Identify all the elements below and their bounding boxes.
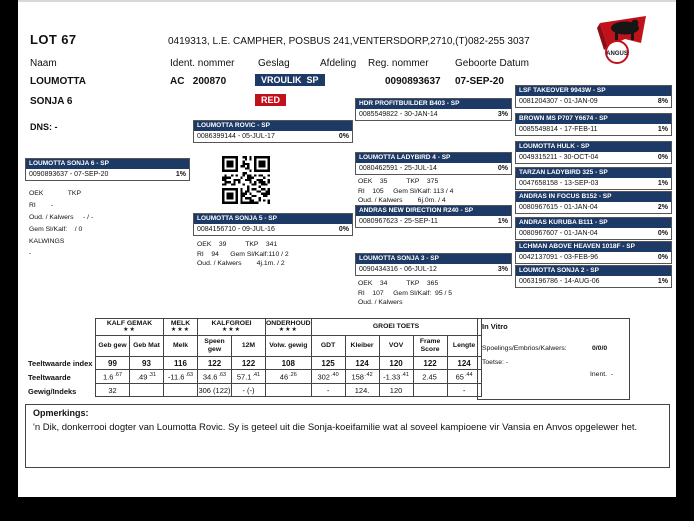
- lot-number: LOT 67: [30, 32, 77, 47]
- stat-line: RI -: [29, 202, 54, 209]
- animal-id: 0080967623 - 25-SEP-11: [359, 218, 438, 225]
- inbreeding-pct: 1%: [497, 218, 508, 225]
- star-rating: ★★★: [221, 327, 242, 334]
- ebv-value: 1.6: [102, 372, 114, 382]
- inbreeding-pct: 2%: [657, 204, 668, 211]
- breeder-address: 0419313, L.E. CAMPHER, POSBUS 241,VENTERSDORP,2710,(T)082-255 3037: [168, 36, 530, 47]
- trait-group-label: GROEI TOETS: [372, 323, 420, 331]
- stat-line: RI 105 Gem Sl/Kalf: 113 / 4: [358, 187, 454, 195]
- pedigree-box-ggp-3: [515, 167, 672, 190]
- star-rating: ★★: [123, 327, 136, 334]
- inbreeding-pct: 0%: [497, 165, 508, 172]
- weight-cell: -: [311, 384, 345, 397]
- spoelings-value: 0/0/0: [592, 345, 608, 352]
- trait-group-groei-toets: [311, 319, 481, 336]
- ebv-cell: [232, 370, 266, 384]
- stat-line: KALWINGS: [29, 238, 65, 245]
- ebv-value: 46: [279, 372, 289, 382]
- reg-value: 0090893637: [385, 76, 441, 87]
- star-rating: ★★★: [278, 327, 298, 334]
- ebv-value: -1.33: [383, 372, 401, 382]
- animal-id: 0085549814 - 17-FEB-11: [519, 126, 598, 133]
- ident-label: Ident. nommer: [170, 58, 235, 69]
- ebv-accuracy: .31: [148, 371, 157, 378]
- ebv-accuracy: .63: [218, 371, 227, 378]
- animal-name: HDR PROFITBUILDER B403 - SP: [356, 99, 511, 109]
- pedigree-box-ggp-2: [515, 141, 672, 164]
- animal-id: 0084156710 - 09-JUL-16: [197, 226, 275, 233]
- inbreeding-pct: 1%: [657, 126, 668, 133]
- subject-stats: [29, 188, 93, 260]
- col-header: Geb gew: [96, 336, 130, 357]
- trait-group-label: ONDERHOUD: [266, 319, 311, 327]
- ebv-cell: [96, 370, 130, 384]
- col-header: Melk: [164, 336, 198, 357]
- ebv-value: 302: [317, 372, 330, 382]
- pedigree-box-ggp-0: [515, 85, 672, 108]
- column-header-row: [96, 336, 482, 357]
- reg-label: Reg. nommer: [368, 58, 429, 69]
- ebv-cell: [379, 370, 413, 384]
- inbreeding-pct: 8%: [657, 98, 668, 105]
- naam-value-2: SONJA 6: [30, 96, 73, 107]
- stat-line: Gem Sl/Kalf: / 0: [29, 226, 83, 233]
- weight-cell: 32: [96, 384, 130, 397]
- col-header: Kleiber: [345, 336, 379, 357]
- ebv-cell: [345, 370, 379, 384]
- weight-cell: -: [447, 384, 481, 397]
- catalog-page: [18, 0, 676, 497]
- animal-name: LOUMOTTA HULK - SP: [516, 142, 671, 152]
- animal-id: 0085549822 - 30-JAN-14: [359, 111, 438, 118]
- weight-cell: [164, 384, 198, 397]
- ebv-accuracy: .42: [364, 371, 373, 378]
- naam-value-1: LOUMOTTA: [30, 76, 86, 87]
- index-cell: 93: [130, 357, 164, 370]
- index-cell: 116: [164, 357, 198, 370]
- ebv-table: [95, 318, 482, 397]
- stat-line: OEK TKP: [29, 190, 81, 197]
- pedigree-box-ggp-4: [515, 191, 672, 214]
- afdeling-label: Afdeling: [320, 58, 357, 69]
- col-header: GDT: [311, 336, 345, 357]
- ebv-cell: [447, 370, 481, 384]
- animal-id: 0049315211 - 30-OCT-04: [519, 154, 599, 161]
- animal-id: 0047658158 - 13-SEP-03: [519, 180, 599, 187]
- stat-line: OEK 34 TKP 365: [358, 280, 439, 287]
- ebv-cell: [413, 370, 447, 384]
- pedigree-box-sire: [193, 120, 353, 143]
- ebv-accuracy: .44: [464, 371, 473, 378]
- angus-logo: [594, 16, 650, 71]
- col-header: Geb Mat: [130, 336, 164, 357]
- inbreeding-pct: 1%: [657, 278, 668, 285]
- invitro-title: In Vitro: [482, 322, 508, 331]
- pedigree-box-subject: [25, 158, 190, 181]
- ebv-value: 158: [351, 372, 364, 382]
- index-cell: 122: [413, 357, 447, 370]
- afdeling-value-chip: RED: [255, 94, 286, 106]
- animal-id: 0080462591 - 25-JUL-14: [359, 165, 437, 172]
- animal-name: LOUMOTTA ROVIC - SP: [194, 121, 352, 131]
- animal-id: 0086399144 - 05-JUL-17: [197, 133, 275, 140]
- index-cell: 124: [345, 357, 379, 370]
- weight-cell: [413, 384, 447, 397]
- pedigree-box-gp-2: [355, 205, 512, 228]
- trait-group-row: [96, 319, 482, 336]
- col-header: Frame Score: [413, 336, 447, 357]
- index-cell: 120: [379, 357, 413, 370]
- ebv-accuracy: .41: [401, 371, 409, 378]
- index-cell: 122: [198, 357, 232, 370]
- col-header: VOV: [379, 336, 413, 357]
- animal-id: 0042137091 - 03-FEB-96: [519, 254, 598, 261]
- inbreeding-pct: 1%: [175, 171, 186, 178]
- weight-cell: 124.: [345, 384, 379, 397]
- inbreeding-pct: 0%: [338, 226, 349, 233]
- inbreeding-pct: 0%: [657, 230, 668, 237]
- animal-name: ANDRAS NEW DIRECTION R240 - SP: [356, 206, 511, 216]
- animal-name: TARZAN LADYBIRD 325 - SP: [516, 168, 671, 178]
- animal-id: 0063196786 - 14-AUG-06: [519, 278, 600, 285]
- inbreeding-pct: 3%: [497, 111, 508, 118]
- pedigree-box-ggp-5: [515, 217, 672, 240]
- row-label-ebv: Teeltwaarde: [28, 373, 71, 382]
- animal-id: 0080967607 - 01-JAN-04: [519, 230, 598, 237]
- animal-name: LOUMOTTA SONJA 3 - SP: [356, 254, 511, 264]
- pedigree-box-ggp-6: [515, 241, 672, 264]
- trait-group-onderhoud: [266, 319, 312, 336]
- ebv-cell: [164, 370, 198, 384]
- toetse-label: Toetse: -: [482, 359, 509, 366]
- ebv-value: .49: [136, 372, 148, 382]
- ebv-value: 34.6: [202, 372, 218, 382]
- ident-value: AC 200870: [170, 76, 227, 87]
- gp-1-stats: [358, 177, 453, 206]
- stat-line: Oud. / Kalwers: [358, 299, 403, 306]
- pedigree-box-dam: [193, 213, 353, 236]
- col-header: Speen gew: [198, 336, 232, 357]
- spoelings-label: Spoelings/Embrios/Kalwers:: [482, 345, 567, 352]
- gp-3-stats: [358, 279, 452, 308]
- index-cell: 99: [96, 357, 130, 370]
- col-header: Lengte: [447, 336, 481, 357]
- pedigree-box-gp-1: [355, 152, 512, 175]
- trait-group-label: KALFGROEI: [211, 319, 252, 327]
- animal-name: LOUMOTTA SONJA 6 - SP: [26, 159, 189, 169]
- index-cell: 122: [232, 357, 266, 370]
- geslag-value-chip: VROULIK SP: [255, 74, 325, 86]
- remarks-text: 'n Dik, donkerrooi dogter van Loumotta Rovic. Sy is geteel uit die Sonja-koeifamilie wat al soveel kampioene vir Vansia en Anvos opgelewer het.: [33, 422, 638, 433]
- weight-cell: [130, 384, 164, 397]
- angus-logo-text: ANGUS: [606, 51, 628, 57]
- ebv-accuracy: .41: [252, 371, 261, 378]
- stat-line: Oud. / Kalwers - / -: [29, 214, 94, 221]
- trait-group-kalf-gemak: [96, 319, 164, 336]
- animal-name: BROWN MS P707 Y6674 - SP: [516, 114, 671, 124]
- dam-stats: [197, 240, 289, 269]
- angus-logo-graphic: [594, 16, 650, 66]
- invitro-panel: [477, 318, 630, 400]
- animal-name: LCHMAN ABOVE HEAVEN 1018F - SP: [516, 242, 671, 252]
- weight-cell: - (-): [232, 384, 266, 397]
- naam-label: Naam: [30, 58, 57, 69]
- animal-id: 0090434316 - 06-JUL-12: [359, 266, 437, 273]
- row-label-index: Teeltwaarde index: [28, 359, 93, 368]
- stat-line: RI 107 Gem Sl/Kalf: 95 / 5: [358, 289, 453, 297]
- col-header: Volw. gewig: [266, 336, 312, 357]
- remarks-box: [25, 404, 670, 468]
- weight-cell: 306 (122): [198, 385, 231, 395]
- geboorte-label: Geboorte Datum: [455, 58, 529, 69]
- pedigree-box-gp-3: [355, 253, 512, 276]
- ebv-value: 57.1: [236, 372, 252, 382]
- geslag-label: Geslag: [258, 58, 290, 69]
- weight-cell: [266, 384, 312, 397]
- ebv-accuracy: .26: [289, 371, 297, 378]
- animal-id: 0080967615 - 01-JAN-04: [519, 204, 598, 211]
- ebv-accuracy: .67: [114, 371, 123, 378]
- stat-line: OEK 35 TKP 375: [358, 178, 439, 185]
- dns-status: DNS: -: [30, 122, 58, 132]
- animal-name: ANDRAS IN FOCUS B152 - SP: [516, 192, 671, 202]
- remarks-label: Opmerkings:: [33, 408, 89, 418]
- inbreeding-pct: 0%: [657, 254, 668, 261]
- index-cell: 124: [447, 357, 481, 370]
- inbreeding-pct: 0%: [657, 154, 668, 161]
- qr-code: [222, 156, 270, 209]
- ebv-cell: [130, 370, 164, 384]
- inbreeding-pct: 1%: [657, 180, 668, 187]
- trait-group-kalfgroei: [198, 319, 266, 336]
- trait-group-label: MELK: [170, 319, 191, 327]
- col-header: 12M: [232, 336, 266, 357]
- ebv-cell: [266, 370, 312, 384]
- weight-cell: 120: [379, 384, 413, 397]
- animal-name: LSF TAKEOVER 9943W - SP: [516, 86, 671, 96]
- animal-name: LOUMOTTA SONJA 5 - SP: [194, 214, 352, 224]
- ebv-cell: [311, 370, 345, 384]
- inbreeding-pct: 0%: [338, 133, 349, 140]
- animal-id: 0081204307 - 01-JAN-09: [519, 98, 598, 105]
- stat-line: RI 94 Gem Sl/Kalf:110 / 2: [197, 250, 289, 258]
- geboorte-value: 07-SEP-20: [455, 76, 504, 87]
- stat-line: -: [29, 250, 32, 257]
- animal-name: LOUMOTTA SONJA 2 - SP: [516, 266, 671, 276]
- ebv-accuracy: .63: [185, 371, 194, 378]
- inent-label: Inent. -: [590, 371, 614, 378]
- stat-line: Oud. / Kalwers 6j.0m. / 4: [358, 197, 446, 204]
- pedigree-box-gp-0: [355, 98, 512, 121]
- weight-row: [96, 384, 482, 397]
- stat-line: OEK 39 TKP 341: [197, 241, 278, 248]
- ebv-row: [96, 370, 482, 384]
- trait-group-label: KALF GEMAK: [106, 319, 153, 327]
- ebv-value: 2.45: [422, 372, 437, 382]
- ebv-value: 65: [455, 372, 464, 382]
- animal-name: LOUMOTTA LADYBIRD 4 - SP: [356, 153, 511, 163]
- ebv-cell: [198, 370, 232, 384]
- ebv-accuracy: .40: [330, 371, 339, 378]
- animal-name: ANDRAS KURUBA B111 - SP: [516, 218, 671, 228]
- pedigree-box-ggp-7: [515, 265, 672, 288]
- star-rating: ★★★: [170, 327, 191, 334]
- index-cell: 125: [311, 357, 345, 370]
- pedigree-box-ggp-1: [515, 113, 672, 136]
- inbreeding-pct: 3%: [497, 266, 508, 273]
- ebv-value: -11.6: [167, 372, 185, 382]
- animal-id: 0090893637 - 07-SEP-20: [29, 171, 109, 178]
- row-label-weight: Gewig/Indeks: [28, 387, 77, 396]
- index-cell: 108: [266, 357, 312, 370]
- index-row: [96, 357, 482, 370]
- trait-group-melk: [164, 319, 198, 336]
- stat-line: Oud. / Kalwers 4j.1m. / 2: [197, 260, 285, 267]
